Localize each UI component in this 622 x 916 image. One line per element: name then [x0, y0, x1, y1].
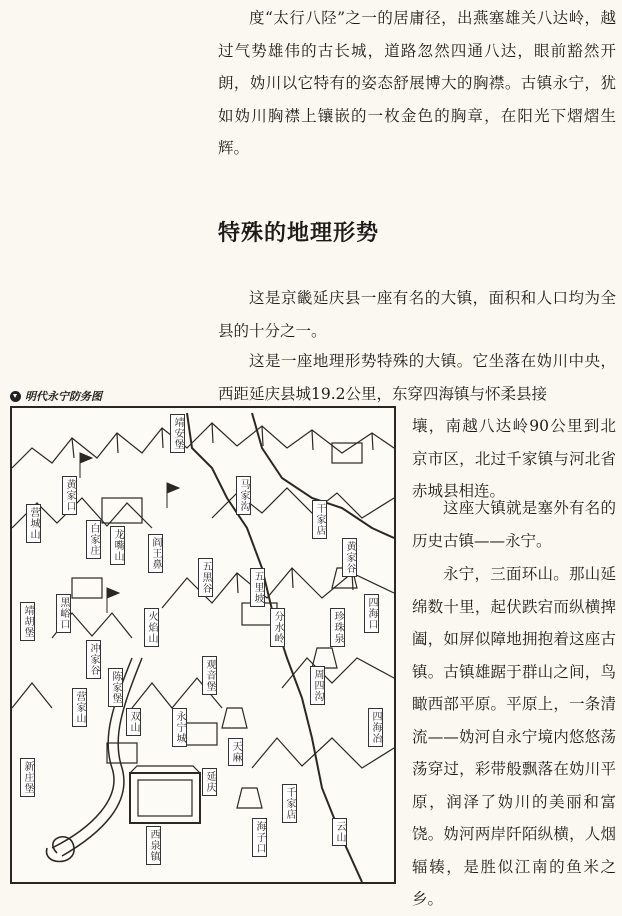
map-label: 西泉镇	[146, 826, 161, 865]
map-label: 双山	[126, 708, 141, 736]
map-label: 云山	[332, 818, 347, 846]
map-label: 海子口	[252, 818, 267, 857]
map-label: 龙嘴山	[110, 526, 125, 565]
body-paragraph-4: 永宁，三面环山。那山延绵数十里，起伏跌宕而纵横捭阖，如屏似障地拥抱着这座古镇。古镇雄踞于群山之间，鸟瞰西部平原。平原上，一条清流——妫河自永宁境内悠悠荡荡穿过，彩带般飘落在妫川平原，润泽了妫川的美丽和富饶。妫河两岸阡陌纵横，人烟辐辏，是胜似江南的鱼米之乡。	[412, 565, 616, 908]
map-label: 四海冶	[368, 708, 383, 747]
map-label: 黄家口	[62, 476, 77, 515]
map-label: 黄家谷	[342, 538, 357, 577]
map-label: 永宁城	[172, 708, 187, 747]
map-label: 天麻	[228, 738, 243, 766]
body-paragraph-1: 这是京畿延庆县一座有名的大镇，面积和人口均为全县的十分之一。	[218, 289, 616, 340]
map-caption	[10, 388, 102, 404]
map-label: 周四沟	[310, 666, 325, 705]
map-label: 观音堡	[202, 656, 217, 695]
map-label: 五里坡	[250, 568, 265, 607]
map-label: 五黑谷	[198, 558, 213, 597]
map-label: 干家店	[312, 500, 327, 539]
map-label: 陈家堡	[108, 668, 123, 707]
map-label: 黑峪口	[56, 594, 71, 633]
body-paragraph-2-part-2: 壤，南越八达岭90公里到北京市区，北过千家镇与河北省赤城县相连。	[412, 417, 616, 500]
map-label: 白家庄	[86, 520, 101, 559]
map-label: 千家店	[282, 784, 297, 823]
map-label: 阎王鼻	[148, 534, 163, 573]
map-label: 营家山	[72, 688, 87, 727]
map-label: 延庆	[202, 768, 217, 796]
map-caption-text: 明代永宁防务图	[25, 390, 102, 403]
intro-paragraph: 度“太行八陉”之一的居庸径，出燕塞雄关八达岭，越过气势雄伟的古长城，道路忽然四通八达，眼前豁然开朗，妫川以它特有的姿态舒展博大的胸襟。古镇永宁，犹如妫川胸襟上镶嵌的一枚金色的胸章，在阳光下熠熠生辉。	[218, 9, 616, 157]
caption-marker-icon	[10, 391, 21, 402]
ming-yongning-defense-map	[10, 406, 396, 884]
map-label: 新庄堡	[20, 758, 35, 797]
map-label: 营城山	[26, 504, 41, 543]
body-paragraph-2-part-1: 这是一座地理形势特殊的大镇。它坐落在妫川中央，西距延庆县城19.2公里，东穿四海镇与怀柔县接	[218, 352, 616, 403]
map-label: 四海口	[364, 594, 379, 633]
map-label: 冲家谷	[86, 640, 101, 679]
map-label: 马家沟	[236, 476, 251, 515]
section-heading: 特殊的地理形势	[218, 221, 380, 246]
map-label: 靖安堡	[170, 414, 185, 453]
map-label: 珍珠泉	[330, 608, 345, 647]
map-label: 火焰山	[144, 608, 159, 647]
body-paragraph-3: 这座大镇就是塞外有名的历史古镇——永宁。	[412, 499, 616, 550]
map-label: 靖胡堡	[20, 602, 35, 641]
map-label: 分水岭	[270, 608, 285, 647]
